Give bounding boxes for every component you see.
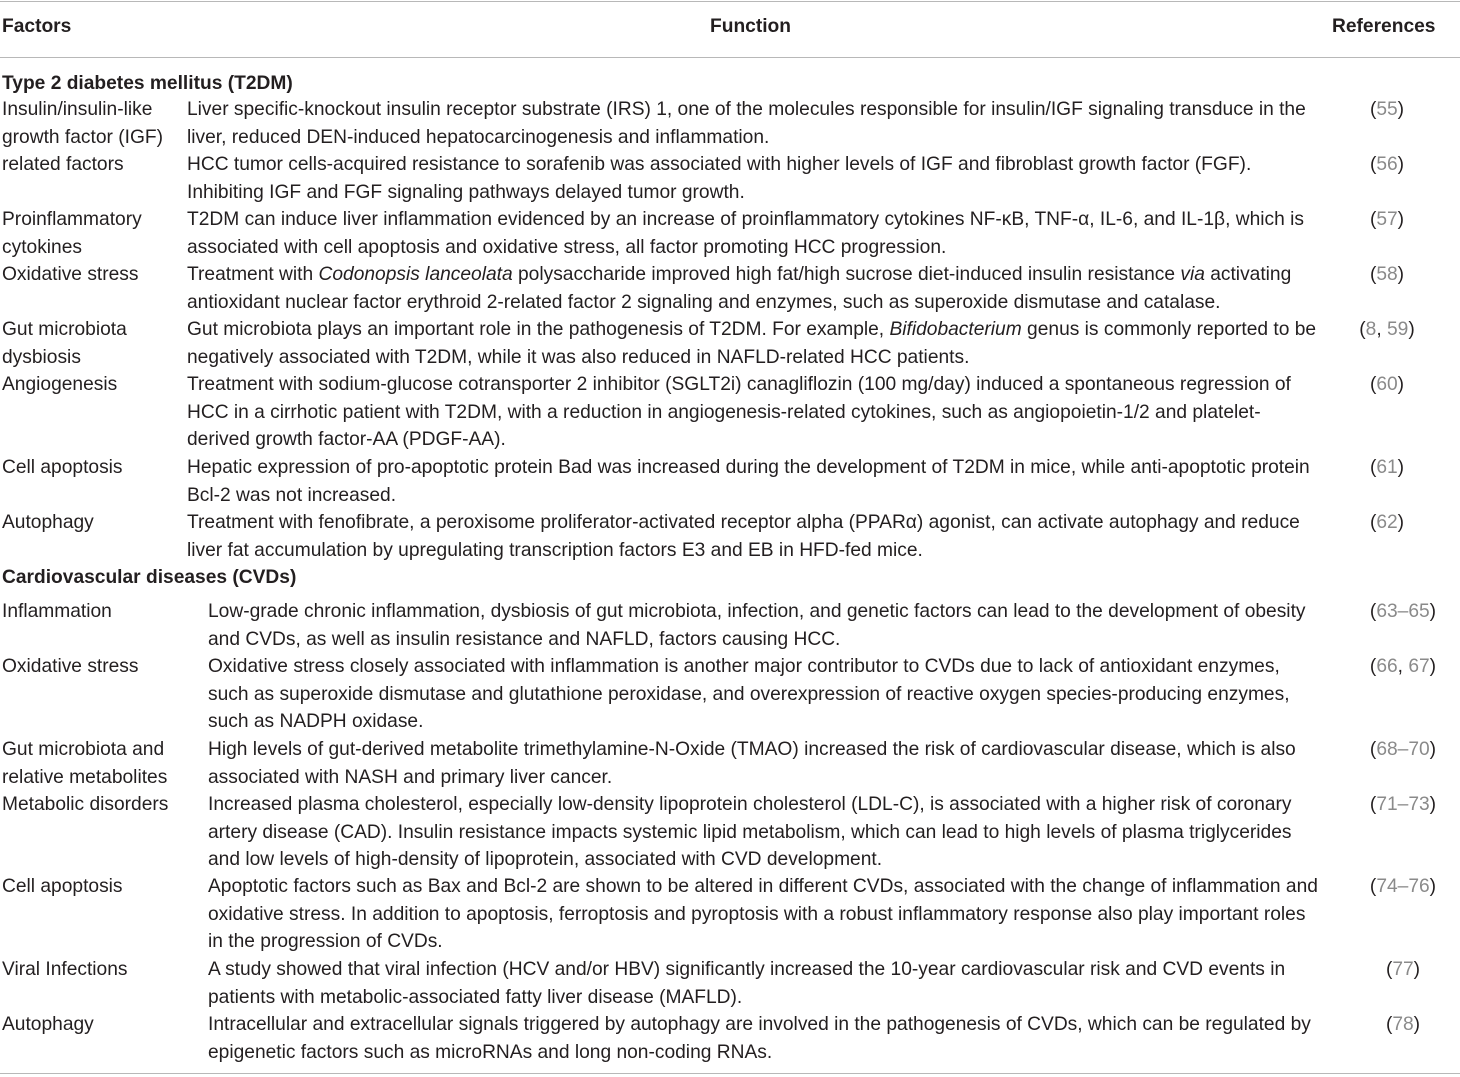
reference-cell: (57) (1369, 209, 1405, 230)
function-cell: Low-grade chronic inflammation, dysbiosis of gut microbiota, infection, and genetic factors can lead to the development of obesity and CVDs, as well as insulin resistance and NAFLD, factors causing HCC. (208, 601, 1306, 650)
function-cell: Treatment with fenofibrate, a peroxisome proliferator-activated receptor alpha (PPARα) agonist, can activate autophagy and reduce liver fat accumulation by upregulating transcription factors E3 and EB in HFD-fed mice. (187, 512, 1300, 561)
reference-link[interactable]: 62 (1376, 512, 1398, 533)
reference-link[interactable]: 67 (1408, 656, 1430, 677)
reference-link[interactable]: 59 (1387, 319, 1409, 340)
factor-cell: Cell apoptosis (2, 876, 123, 897)
genus-name-italic: Bifidobacterium (889, 319, 1022, 340)
function-cell: Gut microbiota plays an important role in the pathogenesis of T2DM. For example, Bifidobacterium genus is commonly reported to be negatively associated with T2DM, while it was also reduced in NAFLD-related HCC patients. (187, 319, 1317, 368)
reference-cell: (56) (1369, 154, 1405, 175)
function-cell: Treatment with sodium-glucose cotransporter 2 inhibitor (SGLT2i) canagliflozin (100 mg/day) induced a spontaneous regression of HCC in a cirrhotic patient with T2DM, with a reduction in angiogenesis-related cytokines, such as angiopoietin-1/2 and platelet-derived growth factor-AA (PDGF-AA). (187, 374, 1291, 450)
reference-cell: (71–73) (1369, 794, 1437, 815)
reference-cell: (8, 59) (1359, 319, 1415, 340)
factor-cell: Oxidative stress (2, 656, 139, 677)
reference-link[interactable]: 57 (1376, 209, 1398, 230)
factor-cell: Angiogenesis (2, 374, 118, 395)
function-cell: Intracellular and extracellular signals triggered by autophagy are involved in the pathogenesis of CVDs, which can be regulated by epigenetic factors such as microRNAs and long non-coding RNAs. (208, 1014, 1311, 1063)
reference-cell: (74–76) (1369, 876, 1437, 897)
reference-link[interactable]: 78 (1392, 1014, 1414, 1035)
reference-link[interactable]: 8 (1365, 319, 1377, 340)
reference-cell: (58) (1369, 264, 1405, 285)
reference-link[interactable]: 68–70 (1376, 739, 1430, 760)
function-cell: Apoptotic factors such as Bax and Bcl-2 are shown to be altered in different CVDs, associated with the change of inflammation and oxidative stress. In addition to apoptosis, ferroptosis and pyroptosis with a robust inflammatory response also play important roles in the progression of CVDs. (208, 876, 1318, 952)
column-header-factors: Factors (2, 16, 72, 37)
section-title-t2dm: Type 2 diabetes mellitus (T2DM) (2, 73, 293, 94)
factor-cell: Metabolic disorders (2, 794, 169, 815)
reference-cell: (78) (1385, 1014, 1421, 1035)
function-cell: HCC tumor cells-acquired resistance to sorafenib was associated with higher levels of IGF and fibroblast growth factor (FGF). Inhibiting IGF and FGF signaling pathways delayed tumor growth. (187, 154, 1252, 203)
factor-cell: Viral Infections (2, 959, 128, 980)
reference-link[interactable]: 63–65 (1376, 601, 1430, 622)
reference-link[interactable]: 71–73 (1376, 794, 1430, 815)
reference-link[interactable]: 61 (1376, 457, 1398, 478)
reference-cell: (55) (1369, 99, 1405, 120)
function-cell: Increased plasma cholesterol, especially low-density lipoprotein cholesterol (LDL-C), is associated with a higher risk of coronary artery disease (CAD). Insulin resistance impacts systemic lipid metabolism, which can lead to high levels of plasma triglycerides and low levels of high-density of lipoprotein, associated with CVD development. (208, 794, 1292, 870)
reference-cell: (68–70) (1369, 739, 1437, 760)
function-cell: Treatment with Codonopsis lanceolata polysaccharide improved high fat/high sucrose diet-induced insulin resistance via activating antioxidant nuclear factor erythroid 2-related factor 2 signaling and enzymes, such as superoxide dismutase and catalase. (187, 264, 1292, 313)
function-cell: Liver specific-knockout insulin receptor substrate (IRS) 1, one of the molecules responsible for insulin/IGF signaling transduce in the liver, reduced DEN-induced hepatocarcinogenesis and inflammation. (187, 99, 1306, 148)
factor-cell: Oxidative stress (2, 264, 139, 285)
factor-cell: Gut microbiota dysbiosis (2, 319, 127, 368)
reference-link[interactable]: 74–76 (1376, 876, 1430, 897)
reference-cell: (60) (1369, 374, 1405, 395)
column-header-function: Function (710, 16, 791, 37)
factor-cell: Autophagy (2, 1014, 94, 1035)
reference-cell: (77) (1385, 959, 1421, 980)
factor-cell: Inflammation (2, 601, 112, 622)
reference-link[interactable]: 58 (1376, 264, 1398, 285)
reference-cell: (66, 67) (1369, 656, 1437, 677)
factor-cell: related factors (2, 154, 124, 175)
function-cell: High levels of gut-derived metabolite trimethylamine-N-Oxide (TMAO) increased the risk of cardiovascular disease, which is also associated with NASH and primary liver cancer. (208, 739, 1296, 788)
function-cell: A study showed that viral infection (HCV and/or HBV) significantly increased the 10-year cardiovascular risk and CVD events in patients with metabolic-associated fatty liver disease (MAFLD). (208, 959, 1286, 1008)
reference-cell: (62) (1369, 512, 1405, 533)
reference-cell: (61) (1369, 457, 1405, 478)
reference-link[interactable]: 55 (1376, 99, 1398, 120)
table-top-rule (0, 1, 1460, 2)
factor-cell: Insulin/insulin-like growth factor (IGF) (2, 99, 163, 148)
function-cell: Oxidative stress closely associated with inflammation is another major contributor to CVDs due to lack of antioxidant enzymes, such as superoxide dismutase and glutathione peroxidase, and overexpression of reactive oxygen species-producing enzymes, such as NADPH oxidase. (208, 656, 1290, 732)
factor-cell: Autophagy (2, 512, 94, 533)
factor-cell: Proinflammatory cytokines (2, 209, 142, 258)
latin-term-italic: via (1180, 264, 1205, 285)
table-bottom-rule (0, 1073, 1460, 1074)
function-cell: Hepatic expression of pro-apoptotic protein Bad was increased during the development of T2DM in mice, while anti-apoptotic protein Bcl-2 was not increased. (187, 457, 1310, 506)
reference-cell: (63–65) (1369, 601, 1437, 622)
factor-cell: Gut microbiota and relative metabolites (2, 739, 168, 788)
reference-link[interactable]: 56 (1376, 154, 1398, 175)
function-cell: T2DM can induce liver inflammation evidenced by an increase of proinflammatory cytokines NF-κB, TNF-α, IL-6, and IL-1β, which is associated with cell apoptosis and oxidative stress, all factor promoting HCC progression. (187, 209, 1304, 258)
factor-cell: Cell apoptosis (2, 457, 123, 478)
reference-link[interactable]: 60 (1376, 374, 1398, 395)
reference-link[interactable]: 66 (1376, 656, 1398, 677)
species-name-italic: Codonopsis lanceolata (318, 264, 513, 285)
reference-link[interactable]: 77 (1392, 959, 1414, 980)
section-title-cvds: Cardiovascular diseases (CVDs) (2, 567, 297, 588)
header-rule (0, 57, 1460, 58)
column-header-references: References (1332, 16, 1436, 37)
